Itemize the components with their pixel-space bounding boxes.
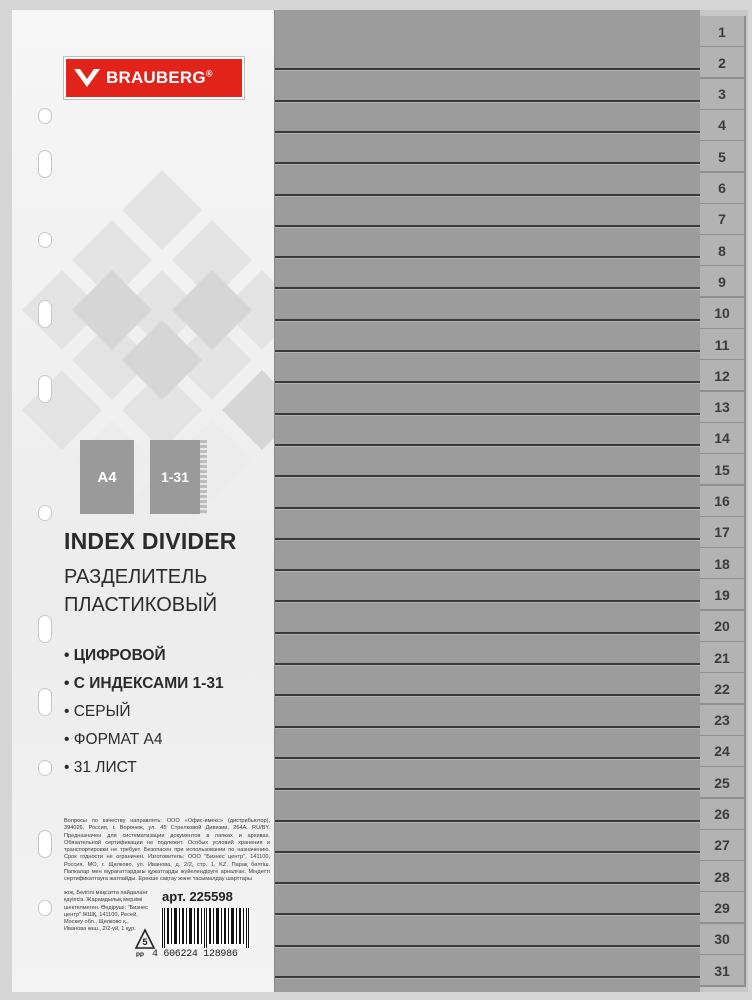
punch-hole: [38, 505, 52, 521]
tab-29[interactable]: [700, 892, 746, 923]
feature-item: • СЕРЫЙ: [64, 703, 131, 720]
sheet-highlight: [275, 352, 701, 353]
brand-name: BRAUBERG®: [106, 68, 213, 87]
tab-19[interactable]: [700, 579, 746, 610]
tab-label: 17: [714, 524, 730, 541]
barcode-number: 4 606224 128986: [152, 949, 238, 960]
registered-mark: ®: [205, 68, 213, 79]
tab-label: 24: [714, 743, 730, 760]
tab-label: 18: [714, 555, 730, 572]
tab-30[interactable]: [700, 924, 746, 955]
sheet-highlight: [275, 321, 701, 322]
tab-label: 1: [718, 23, 726, 40]
tab-2[interactable]: [700, 47, 746, 78]
sheet-highlight: [275, 383, 701, 384]
feature-item: • 31 ЛИСТ: [64, 759, 137, 776]
punch-hole: [38, 615, 52, 643]
feature-item: • С ИНДЕКСАМИ 1-31: [64, 675, 224, 692]
article-number: арт. 225598: [162, 889, 233, 904]
sheet-highlight: [275, 571, 701, 572]
tab-label: 16: [714, 493, 730, 509]
recycle-material: PP: [136, 953, 145, 959]
tab-18[interactable]: [700, 548, 746, 579]
sheet-highlight: [275, 728, 701, 729]
tab-label: 14: [714, 430, 730, 447]
tab-label: 30: [714, 931, 730, 948]
brand-chevron-icon: [72, 63, 102, 93]
punch-hole: [38, 108, 52, 124]
tab-3[interactable]: [700, 79, 746, 110]
sheet-highlight: [275, 477, 701, 478]
punch-hole: [38, 688, 52, 716]
sheet-highlight: [275, 790, 701, 791]
tab-12[interactable]: [700, 360, 746, 391]
tab-label: 11: [714, 336, 730, 353]
tab-17[interactable]: [700, 517, 746, 548]
format-badge: [80, 440, 134, 514]
tab-label: 6: [718, 180, 726, 196]
tab-label: 13: [714, 399, 730, 416]
punch-hole: [38, 232, 52, 248]
sheet-highlight: [275, 102, 701, 103]
tab-22[interactable]: [700, 673, 746, 704]
recycle-code: 5: [142, 937, 148, 947]
tab-label: 8: [718, 242, 726, 259]
tab-label: 26: [714, 806, 730, 822]
tab-8[interactable]: [700, 235, 746, 266]
sheet-highlight: [275, 634, 701, 635]
range-badge: [150, 440, 200, 514]
tab-label: 31: [714, 962, 730, 979]
tab-15[interactable]: [700, 454, 746, 485]
legal-text-lower: жоқ. Белгілі мақсатта пайдаланғ қауіпсіз. Жарамдылық мерзімі шектелмеген. Өндіруші: "Бизнес центр" ЖШҚ, 141100, Ресей, Мәскеу обл., Щелково қ., Иванова көш., 2/2-үй, 1 құр.: [64, 890, 148, 933]
sheet-highlight: [275, 915, 701, 916]
tab-31[interactable]: [700, 955, 746, 986]
tab-label: 7: [718, 211, 726, 228]
sheet-highlight: [275, 133, 701, 134]
sheet-highlight: [275, 70, 701, 71]
tab-label: 4: [718, 117, 726, 134]
tab-23[interactable]: [700, 705, 746, 736]
sheet-highlight: [275, 540, 701, 541]
tab-label: 29: [714, 899, 730, 916]
tab-6[interactable]: [700, 173, 746, 204]
punch-hole: [38, 760, 52, 776]
format-badge-label: A4: [97, 468, 117, 486]
sheet-highlight: [275, 884, 701, 885]
feature-item: • ФОРМАТ А4: [64, 731, 163, 748]
tab-5[interactable]: [700, 141, 746, 172]
tab-label: 25: [714, 774, 730, 791]
tab-7[interactable]: [700, 204, 746, 235]
tab-27[interactable]: [700, 830, 746, 861]
tab-26[interactable]: [700, 799, 746, 830]
legal-text: Вопросы по качеству направлять: ООО «Офис-имекс» (дистрибьютор), 394026, Россия, г. Воронеж, ул. 45 Стрелковой Дивизии, 264А. RU/BY. Предназначен для систематизации документов в папках и архивах. Обязательной сертификации не подлежит. Особых условий хранения и транспортировки не требует. Безопасен при использовании по назначению. Срок годности не ограничен. Изготовитель: ООО "Бизнес центр", 141100, Россия, МО, г. Щелково, ул. Иванова, д. 2/2, стр. 1. KZ. Парақ бөлгіш. Папкалар мен мұрағаттардағы құжаттарды жүйелендіруге арналған. Міндетті сертификаттауға жатпайды. Ерекше сақтау және тасымалдау шарттары: [64, 818, 270, 883]
tab-16[interactable]: [700, 486, 746, 517]
range-badge-label: 1-31: [160, 469, 190, 485]
subtitle-line-2: ПЛАСТИКОВЫЙ: [64, 594, 218, 616]
sheet-highlight: [275, 665, 701, 666]
sheet-highlight: [275, 227, 701, 228]
sheet-highlight: [275, 164, 701, 165]
divider-sheets: [274, 10, 700, 992]
tab-label: 10: [714, 305, 730, 322]
punch-hole: [38, 150, 52, 178]
tab-1[interactable]: [700, 16, 746, 47]
sheet-highlight: [275, 978, 701, 979]
punch-hole: [38, 300, 52, 328]
punch-hole: [38, 900, 52, 916]
tab-label: 3: [718, 86, 726, 103]
tab-label: 12: [714, 367, 730, 384]
tab-28[interactable]: [700, 861, 746, 892]
tab-14[interactable]: [700, 423, 746, 454]
tab-9[interactable]: [700, 266, 746, 297]
tab-label: 2: [718, 54, 726, 71]
sheet-highlight: [275, 415, 701, 416]
punch-hole: [38, 375, 52, 403]
feature-item: • ЦИФРОВОЙ: [64, 647, 166, 664]
sheet-highlight: [275, 446, 701, 447]
tab-24[interactable]: [700, 736, 746, 767]
tab-25[interactable]: [700, 767, 746, 798]
sheet-highlight: [275, 947, 701, 948]
tab-label: 15: [714, 461, 730, 478]
product-title: INDEX DIVIDER: [64, 528, 237, 554]
sheet-highlight: [275, 509, 701, 510]
tab-10[interactable]: [700, 298, 746, 329]
tab-4[interactable]: [700, 110, 746, 141]
sheet-highlight: [275, 822, 701, 823]
sheet-highlight: [275, 696, 701, 697]
tab-13[interactable]: [700, 392, 746, 423]
punch-hole: [38, 830, 52, 858]
tab-label: 21: [714, 649, 730, 666]
tab-label: 23: [714, 712, 730, 729]
sheet-highlight: [275, 759, 701, 760]
sheet-highlight: [275, 853, 701, 854]
tab-label: 9: [718, 273, 726, 290]
subtitle-line-1: РАЗДЕЛИТЕЛЬ: [64, 566, 208, 588]
sheet-highlight: [275, 196, 701, 197]
tab-label: 20: [714, 618, 730, 635]
index-strip-icon: [200, 440, 207, 514]
tab-label: 22: [714, 680, 730, 697]
tab-label: 5: [718, 148, 726, 165]
tab-label: 27: [714, 837, 730, 854]
tab-21[interactable]: [700, 642, 746, 673]
tab-11[interactable]: [700, 329, 746, 360]
sheet-highlight: [275, 258, 701, 259]
tab-20[interactable]: [700, 611, 746, 642]
tab-label: 28: [714, 868, 730, 885]
tab-shadow: [700, 985, 746, 987]
sheet-highlight: [275, 289, 701, 290]
brand-logo: [64, 57, 244, 99]
sheet-highlight: [275, 602, 701, 603]
barcode-icon: [160, 908, 250, 948]
tab-label: 19: [714, 586, 730, 603]
